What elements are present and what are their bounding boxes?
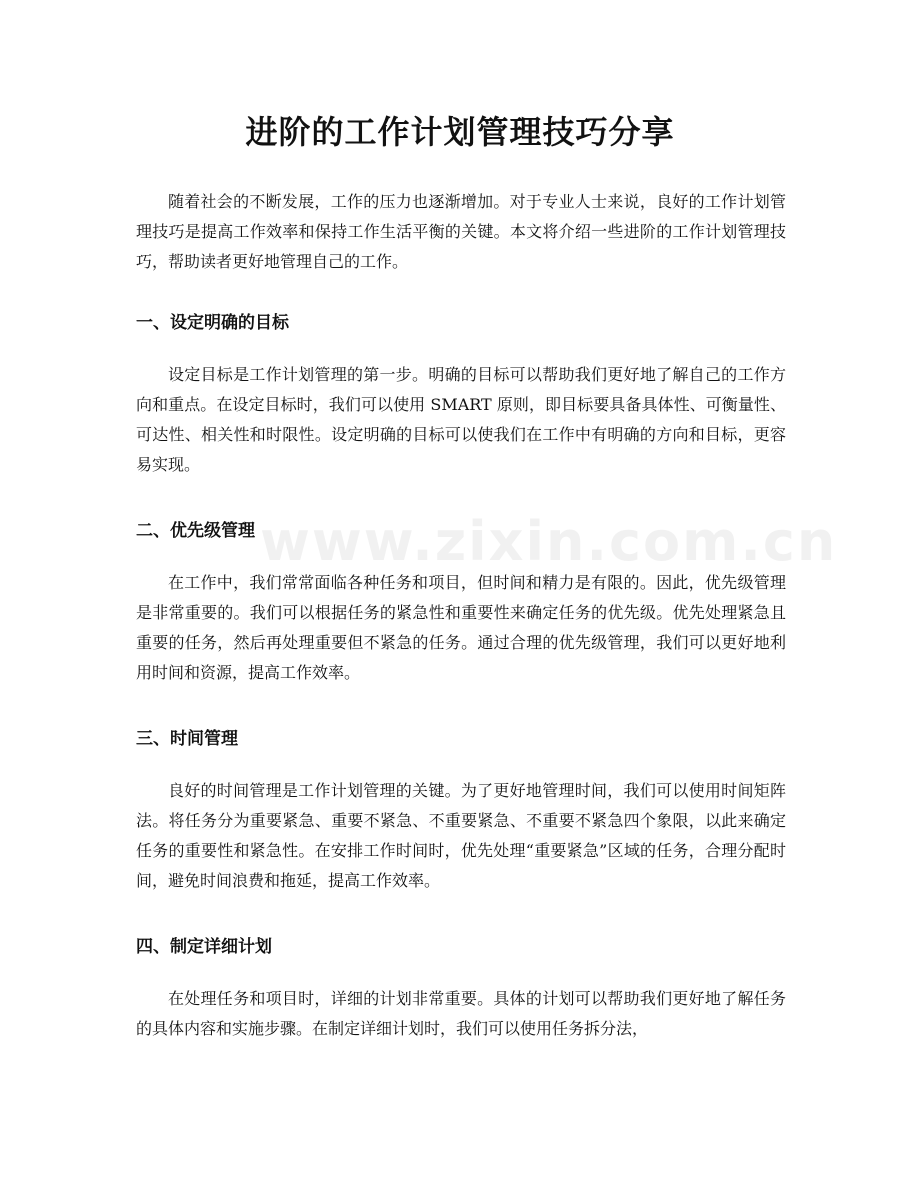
section-body-1: 设定目标是工作计划管理的第一步。明确的目标可以帮助我们更好地了解自己的工作方向和重点。在设定目标时，我们可以使用 SMART 原则，即目标要具备具体性、可衡量性、可达性、相关性和时限性。设定明确的目标可以使我们在工作中有明确的方向和目标，更容易实现。 <box>136 365 786 474</box>
section-heading-3: 三、时间管理 <box>136 729 238 749</box>
section-heading-1: 一、设定明确的目标 <box>136 313 289 333</box>
document-title: 进阶的工作计划管理技巧分享 <box>245 113 675 151</box>
intro-paragraph: 随着社会的不断发展，工作的压力也逐渐增加。对于专业人士来说，良好的工作计划管理技巧是提高工作效率和保持工作生活平衡的关键。本文将介绍一些进阶的工作计划管理技巧，帮助读者更好地管理自己的工作。 <box>136 192 786 271</box>
section-body-2: 在工作中，我们常常面临各种任务和项目，但时间和精力是有限的。因此，优先级管理是非常重要的。我们可以根据任务的紧急性和重要性来确定任务的优先级。优先处理紧急且重要的任务，然后再处理重要但不紧急的任务。通过合理的优先级管理，我们可以更好地利用时间和资源，提高工作效率。 <box>136 573 786 682</box>
watermark: www.zixin.com.cn <box>260 510 838 573</box>
section-body-4: 在处理任务和项目时，详细的计划非常重要。具体的计划可以帮助我们更好地了解任务的具体内容和实施步骤。在制定详细计划时，我们可以使用任务拆分法， <box>136 989 786 1038</box>
section-heading-4: 四、制定详细计划 <box>136 937 272 957</box>
section-heading-2: 二、优先级管理 <box>136 521 255 541</box>
section-body-3: 良好的时间管理是工作计划管理的关键。为了更好地管理时间，我们可以使用时间矩阵法。将任务分为重要紧急、重要不紧急、不重要紧急、不重要不紧急四个象限，以此来确定任务的重要性和紧急性。在安排工作时间时，优先处理“重要紧急”区域的任务，合理分配时间，避免时间浪费和拖延，提高工作效率。 <box>136 781 786 890</box>
